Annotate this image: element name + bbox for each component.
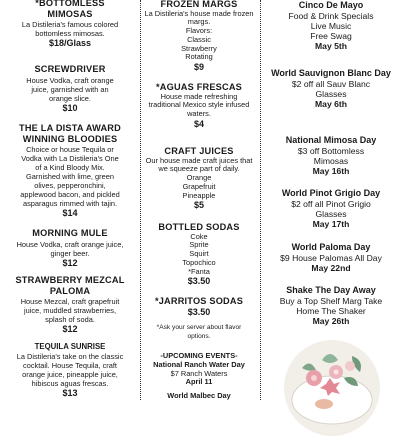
item-title: MORNING MULE — [32, 228, 108, 238]
menu-item-aguas-frescas — [140, 82, 258, 130]
event-detail: Home The Shaker — [296, 305, 366, 316]
item-price: $14 — [62, 208, 78, 218]
item-description: bottomless mimosas. — [35, 29, 105, 38]
item-description: orange slice. — [49, 93, 91, 103]
column-divider-right — [260, 0, 261, 400]
item-title: *BOTTOMLESS — [35, 0, 105, 8]
item-price: $10 — [62, 102, 78, 113]
note-text: *Ask your server about flavor — [156, 324, 242, 331]
item-description: orange juice, pineapple juice, — [22, 370, 118, 379]
menu-item-jarritos-sodas — [140, 296, 258, 318]
item-price: $12 — [62, 324, 78, 334]
item-description: hibiscus aguas frescas. — [31, 379, 109, 388]
menu-item-screwdriver — [0, 64, 140, 114]
item-title: *JARRITOS SODAS — [154, 296, 244, 306]
event-date: May 17th — [312, 218, 350, 229]
item-price: $4 — [193, 118, 204, 129]
item-title: PALOMA — [49, 285, 91, 296]
event-detail: Free Swag — [310, 30, 352, 41]
item-description: asparagus rimmed with tajin. — [22, 199, 118, 208]
item-description: cocktail. House Tequila, craft — [23, 361, 117, 370]
item-description: La Distileria's house made frozen — [144, 8, 254, 18]
event-world-paloma-day — [262, 242, 400, 273]
event-world-sauvignon-blanc-day — [262, 68, 400, 109]
item-price: $13 — [62, 388, 78, 398]
item-description: House Vodka, craft orange juice, — [16, 239, 124, 249]
soda-option: Coke — [190, 231, 208, 241]
event-title: Shake The Day Away — [286, 285, 376, 295]
event-detail: $9 House Palomas All Day — [280, 252, 382, 263]
item-description: Garnished with lime, green — [26, 172, 114, 181]
event-detail: Glasses — [315, 88, 347, 99]
item-description: La Distileria's famous colored — [21, 20, 119, 29]
flavor-option: Classic — [187, 34, 211, 44]
item-title: FROZEN MARGS — [160, 0, 238, 9]
event-detail: $2 off all Pinot Grigio — [291, 198, 371, 209]
soda-option: Topochico — [182, 257, 216, 267]
item-title: TEQUILA SUNRISE — [34, 342, 106, 351]
cocktail-flower-image — [282, 338, 382, 438]
item-description: olives, pepperonchini, — [34, 181, 106, 190]
item-description: Vodka with La Distileria's One — [21, 154, 119, 163]
item-description: applewood bacon, and pickled — [20, 190, 120, 199]
item-title: THE LA DISTA AWARD — [19, 123, 121, 133]
event-title: National Ranch Water Day — [153, 359, 245, 369]
item-description: House Mezcal, craft grapefruit — [20, 297, 120, 306]
event-date: May 6th — [315, 98, 347, 109]
event-shake-the-day-away — [262, 285, 400, 326]
event-detail: Food & Drink Specials — [288, 10, 374, 21]
event-title: World Pinot Grigio Day — [281, 188, 381, 198]
event-detail: $3 off Bottomless — [297, 145, 365, 156]
juice-option: Orange — [186, 173, 212, 183]
item-title: MIMOSAS — [47, 8, 93, 19]
item-description: traditional Mexico style infused — [148, 100, 250, 110]
event-detail: Mimosas — [313, 155, 349, 166]
item-description: of a Kind Bloody Mix. — [35, 163, 105, 172]
item-description: House made refreshing — [160, 91, 238, 101]
item-description: La Distileria's take on the classic — [16, 352, 124, 361]
item-description: Our house made craft juices that — [145, 155, 253, 165]
soda-option: *Fanta — [188, 266, 210, 276]
menu-item-bloodies — [0, 123, 140, 219]
menu-item-strawberry-mezcal-paloma — [0, 275, 140, 335]
item-title: SCREWDRIVER — [34, 64, 106, 74]
event-title: World Malbec Day — [167, 391, 231, 401]
event-world-pinot-grigio-day — [262, 188, 400, 229]
menu-item-frozen-margs — [140, 0, 258, 73]
event-date: May 16th — [312, 165, 350, 176]
item-price: $3.50 — [187, 306, 211, 317]
item-description: waters. — [187, 109, 211, 119]
item-title: STRAWBERRY MEZCAL — [15, 275, 125, 285]
menu-item-morning-mule — [0, 228, 140, 269]
event-national-mimosa-day — [262, 135, 400, 176]
item-description: House Vodka, craft orange — [26, 75, 114, 85]
juice-option: Grapefruit — [182, 181, 216, 191]
flavor-option: Rotating — [185, 52, 213, 62]
event-title: National Mimosa Day — [285, 135, 377, 145]
item-title: CRAFT JUICES — [164, 146, 234, 156]
event-date: May 22nd — [311, 262, 351, 273]
flavor-note — [140, 324, 258, 341]
item-description: Choice or house Tequila or — [26, 145, 114, 154]
soda-option: Squirt — [189, 249, 209, 259]
event-cinco-de-mayo — [262, 0, 400, 52]
upcoming-events-title: -UPCOMING EVENTS- — [160, 351, 238, 360]
event-detail: $2 off all Sauv Blanc — [291, 78, 371, 89]
event-title: World Sauvignon Blanc Day — [271, 68, 391, 78]
menu-item-tequila-sunrise — [0, 342, 140, 399]
event-title: Cinco De Mayo — [298, 0, 364, 10]
soda-option: Sprite — [189, 240, 209, 250]
menu-item-bottled-sodas — [140, 222, 258, 287]
event-detail: Buy a Top Shelf Marg Take — [279, 295, 383, 306]
menu-item-bottomless-mimosas — [0, 0, 140, 49]
item-description: juice, muddled strawberries, — [23, 306, 116, 315]
note-text: options. — [187, 332, 211, 340]
event-date: May 26th — [312, 315, 350, 326]
upcoming-events — [140, 352, 258, 401]
event-title: World Paloma Day — [291, 242, 371, 252]
item-price: $18/Glass — [48, 38, 92, 48]
item-description: we squeeze part of daily. — [158, 164, 240, 174]
event-detail: $7 Ranch Waters — [170, 368, 228, 378]
item-description: margs. — [187, 17, 211, 27]
item-title: *AGUAS FRESCAS — [155, 82, 242, 92]
item-description: juice, garnished with an — [31, 84, 109, 94]
flavor-option: Strawberry — [181, 43, 217, 53]
event-detail: Glasses — [315, 208, 347, 219]
item-title: BOTTLED SODAS — [158, 222, 240, 232]
item-price: $9 — [193, 62, 204, 73]
event-date: May 5th — [315, 41, 347, 52]
item-description: ginger beer. — [50, 248, 90, 258]
event-detail: Live Music — [310, 20, 352, 31]
menu-item-craft-juices — [140, 146, 258, 211]
event-date: April 11 — [185, 377, 213, 387]
juice-option: Pineapple — [182, 190, 216, 200]
item-description: splash of soda. — [45, 315, 95, 324]
flavors-label: Flavors: — [185, 26, 213, 36]
item-title: WINNING BLOODIES — [22, 133, 118, 144]
item-price: $5 — [193, 200, 204, 211]
item-price: $3.50 — [187, 276, 211, 287]
item-price: $12 — [62, 257, 78, 268]
